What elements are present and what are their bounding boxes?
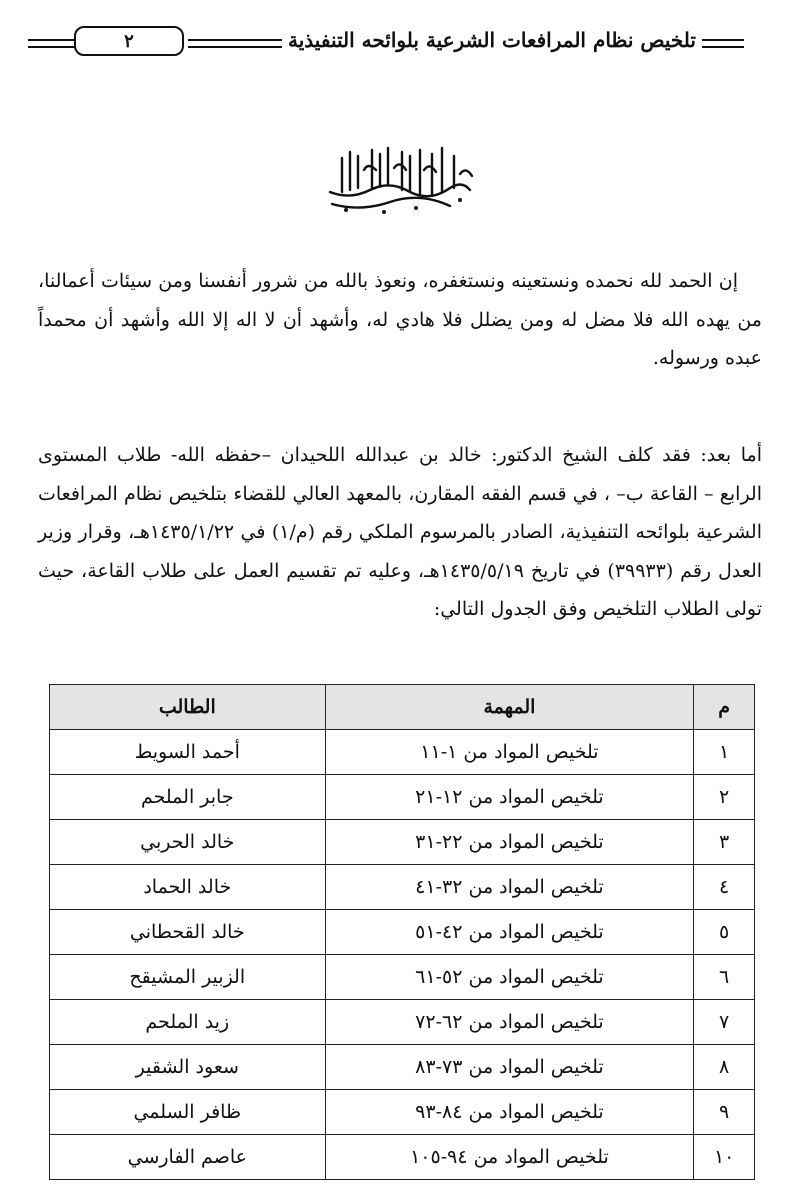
table-row <box>50 955 755 1000</box>
table-row <box>50 1135 755 1180</box>
row-task: تلخيص المواد من ٨٤-٩٣ <box>325 1090 694 1135</box>
row-student: زيد الملحم <box>50 1000 326 1045</box>
row-task: تلخيص المواد من ٦٢-٧٢ <box>325 1000 694 1045</box>
basmala-calligraphy <box>320 140 480 220</box>
row-task: تلخيص المواد من ٧٣-٨٣ <box>325 1045 694 1090</box>
row-student: أحمد السويط <box>50 730 326 775</box>
row-index: ٨ <box>694 1045 755 1090</box>
table-header-row <box>50 685 755 730</box>
row-index: ١٠ <box>694 1135 755 1180</box>
header-rule <box>188 39 282 41</box>
row-index: ٤ <box>694 865 755 910</box>
header-rule <box>702 46 744 48</box>
basmala-calligraphy-image <box>320 140 480 220</box>
table-row <box>50 730 755 775</box>
header-student: الطالب <box>50 685 326 730</box>
header-title: تلخيص نظام المرافعات الشرعية بلوائحه التنفيذية <box>288 28 696 52</box>
header-rule <box>702 39 744 41</box>
row-task: تلخيص المواد من ١-١١ <box>325 730 694 775</box>
row-index: ٦ <box>694 955 755 1000</box>
row-index: ٧ <box>694 1000 755 1045</box>
header-rule <box>28 39 80 41</box>
table-row <box>50 865 755 910</box>
row-student: ظافر السلمي <box>50 1090 326 1135</box>
row-student: جابر الملحم <box>50 775 326 820</box>
table-row <box>50 775 755 820</box>
table-row <box>50 1000 755 1045</box>
row-student: خالد الحربي <box>50 820 326 865</box>
row-index: ٥ <box>694 910 755 955</box>
row-student: عاصم الفارسي <box>50 1135 326 1180</box>
table-row <box>50 1045 755 1090</box>
page-number: ٢ <box>74 26 184 56</box>
body-paragraph <box>38 436 762 629</box>
row-student: خالد القحطاني <box>50 910 326 955</box>
page-header <box>28 22 744 66</box>
intro-paragraph <box>38 262 762 378</box>
assignment-table <box>49 684 755 1180</box>
row-task: تلخيص المواد من ٤٢-٥١ <box>325 910 694 955</box>
row-index: ٢ <box>694 775 755 820</box>
row-student: خالد الحماد <box>50 865 326 910</box>
table-row <box>50 820 755 865</box>
header-rule <box>28 46 80 48</box>
body-text: أما بعد: فقد كلف الشيخ الدكتور: خالد بن عبدالله اللحيدان –حفظه الله- طلاب المستوى الرابع – القاعة ب– ، في قسم الفقه المقارن، بالمعهد العالي للقضاء بتلخيص نظام المرافعات الشرعية بلوائحه التنفيذية، الصادر بالمرسوم الملكي رقم (م/١) في ١٤٣٥/١/٢٢هـ، وقرار وزير العدل رقم (٣٩٩٣٣) في تاريخ ١٤٣٥/٥/١٩هـ، وعليه تم تقسيم العمل على طلاب القاعة، حيث تولى الطلاب التلخيص وفق الجدول التالي: <box>38 444 763 620</box>
row-student: سعود الشقير <box>50 1045 326 1090</box>
header-rule <box>188 46 282 48</box>
row-index: ٣ <box>694 820 755 865</box>
row-task: تلخيص المواد من ٥٢-٦١ <box>325 955 694 1000</box>
row-index: ٩ <box>694 1090 755 1135</box>
table-row <box>50 1090 755 1135</box>
row-task: تلخيص المواد من ٣٢-٤١ <box>325 865 694 910</box>
table-row <box>50 910 755 955</box>
header-task: المهمة <box>325 685 694 730</box>
row-task: تلخيص المواد من ١٢-٢١ <box>325 775 694 820</box>
row-student: الزبير المشيقح <box>50 955 326 1000</box>
row-index: ١ <box>694 730 755 775</box>
header-index: م <box>694 685 755 730</box>
intro-text: إن الحمد لله نحمده ونستعينه ونستغفره، ونعوذ بالله من شرور أنفسنا ومن سيئات أعمالنا، من يهده الله فلا مضل له ومن يضلل فلا هادي له، وأشهد أن لا اله إلا الله وأشهد أن محمداً عبده ورسوله. <box>38 270 762 369</box>
row-task: تلخيص المواد من ٢٢-٣١ <box>325 820 694 865</box>
row-task: تلخيص المواد من ٩٤-١٠٥ <box>325 1135 694 1180</box>
